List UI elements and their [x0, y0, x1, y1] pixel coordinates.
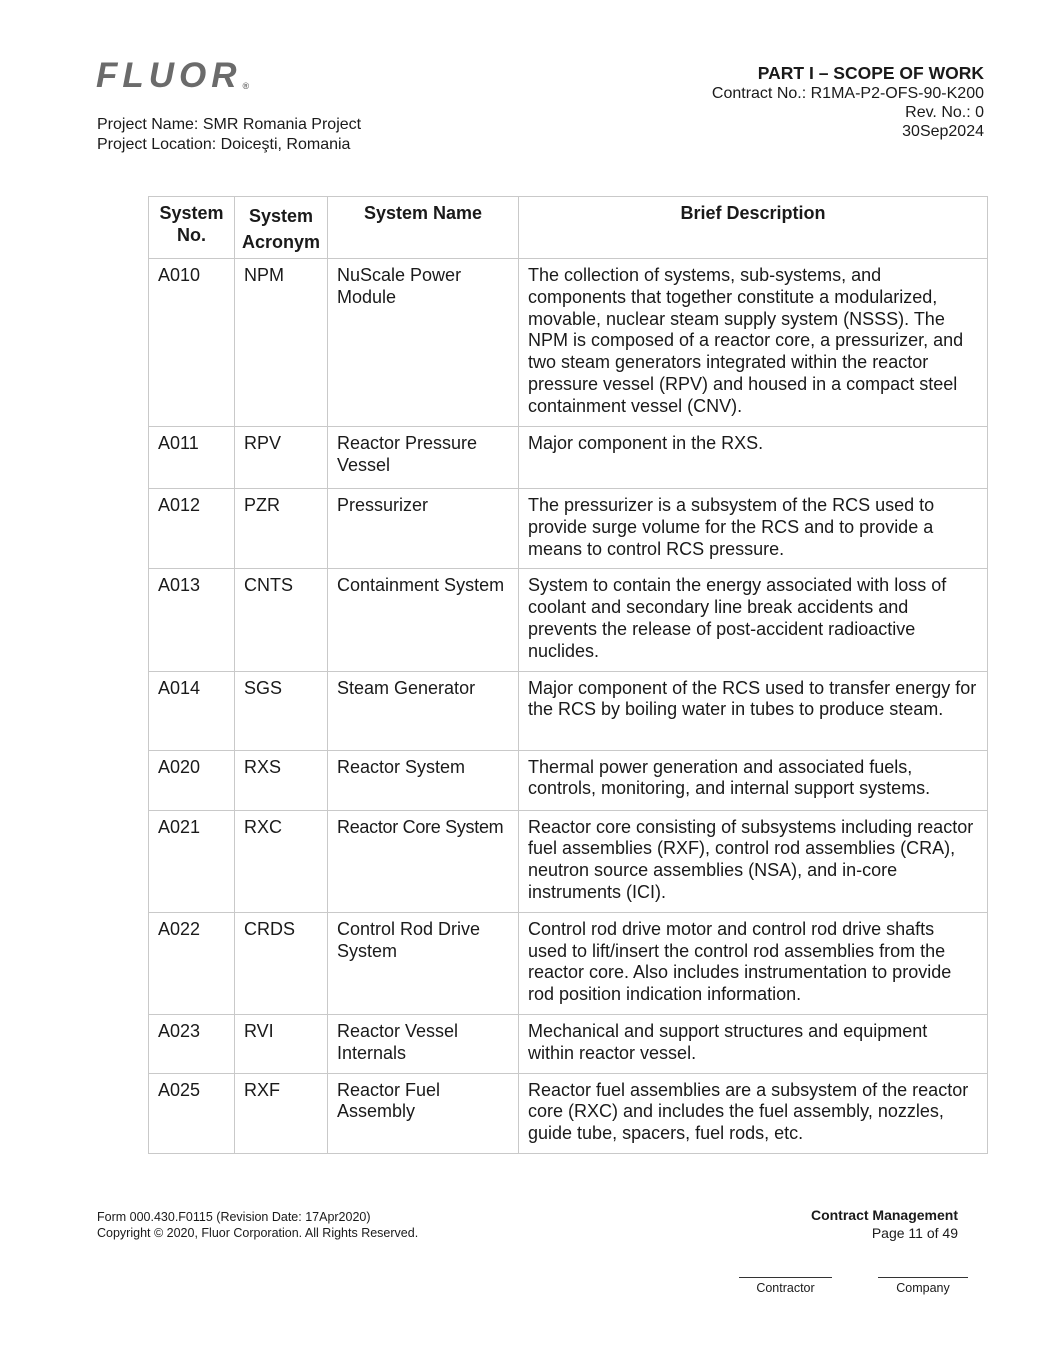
revision-number: Rev. No.: 0: [905, 104, 984, 121]
table-row: [149, 750, 988, 810]
system-no: A012: [149, 489, 235, 569]
system-acronym: RXS: [235, 750, 328, 810]
system-name: NuScale Power Module: [328, 259, 519, 427]
project-location: Project Location: Doiceşti, Romania: [97, 136, 351, 153]
project-name: Project Name: SMR Romania Project: [97, 116, 362, 133]
system-no: A021: [149, 810, 235, 912]
system-description: Reactor core consisting of subsystems including reactor fuel assemblies (RXF), control rod assemblies (CRA), neutron source assemblies (NSA), and in-core instruments (ICI).: [519, 810, 988, 912]
table-row: [149, 259, 988, 427]
document-header: [712, 63, 984, 141]
form-number: Form 000.430.F0115 (Revision Date: 17Apr2020): [97, 1210, 371, 1224]
system-acronym: RXF: [235, 1073, 328, 1153]
system-no: A023: [149, 1014, 235, 1073]
contractor-signature-line: Contractor: [739, 1277, 832, 1295]
copyright: Copyright © 2020, Fluor Corporation. All Rights Reserved.: [97, 1226, 419, 1240]
col-header-system-name: System Name: [328, 197, 519, 259]
system-no: A013: [149, 569, 235, 671]
system-name: Control Rod Drive System: [328, 912, 519, 1014]
page-info: [811, 1206, 958, 1242]
system-acronym: PZR: [235, 489, 328, 569]
system-no: A011: [149, 427, 235, 489]
system-acronym: RVI: [235, 1014, 328, 1073]
table-row: [149, 1073, 988, 1153]
system-acronym: RXC: [235, 810, 328, 912]
section-name: Contract Management: [810, 1207, 958, 1223]
contract-number: Contract No.: R1MA-P2-OFS-90-K200: [711, 85, 984, 102]
system-description: The pressurizer is a subsystem of the RCS used to provide surge volume for the RCS and to provide a means to control RCS pressure.: [519, 489, 988, 569]
system-name: Reactor Pressure Vessel: [328, 427, 519, 489]
system-description: System to contain the energy associated with loss of coolant and secondary line break accidents and prevents the release of post-accident radioactive nuclides.: [519, 569, 988, 671]
system-description: Thermal power generation and associated fuels, controls, monitoring, and internal support systems.: [519, 750, 988, 810]
table-row: [149, 912, 988, 1014]
system-acronym: RPV: [235, 427, 328, 489]
system-no: A022: [149, 912, 235, 1014]
document-date: 30Sep2024: [902, 123, 984, 140]
system-name: Reactor Core System: [328, 810, 519, 912]
system-no: A025: [149, 1073, 235, 1153]
system-acronym: NPM: [235, 259, 328, 427]
system-acronym: SGS: [235, 671, 328, 750]
page-number: Page 11 of 49: [871, 1225, 958, 1241]
system-description: Major component in the RXS.: [519, 427, 988, 489]
system-name: Reactor Fuel Assembly: [328, 1073, 519, 1153]
table-header-row: [149, 197, 988, 259]
col-header-system-acronym: System Acronym: [235, 197, 328, 259]
system-no: A020: [149, 750, 235, 810]
system-description: Control rod drive motor and control rod drive shafts used to lift/insert the control rod assemblies from the reactor core. Also includes instrumentation to provide rod position indication information.: [519, 912, 988, 1014]
systems-table: [148, 196, 988, 1154]
system-description: The collection of systems, sub-systems, and components that together constitute a modularized, movable, nuclear steam supply system (NSSS). The NPM is composed of a reactor core, a pressurizer, and two steam generators integrated within the reactor pressure vessel (RPV) and housed in a compact steel containment vessel (CNV).: [519, 259, 988, 427]
company-signature-line: Company: [878, 1277, 968, 1295]
system-acronym: CNTS: [235, 569, 328, 671]
system-no: A010: [149, 259, 235, 427]
system-acronym: CRDS: [235, 912, 328, 1014]
table-row: [149, 569, 988, 671]
system-name: Reactor Vessel Internals: [328, 1014, 519, 1073]
col-header-brief-description: Brief Description: [519, 197, 988, 259]
system-description: Major component of the RCS used to transfer energy for the RCS by boiling water in tubes to produce steam.: [519, 671, 988, 750]
table-row: [149, 810, 988, 912]
system-description: Reactor fuel assemblies are a subsystem of the reactor core (RXC) and includes the fuel assembly, nozzles, guide tube, spacers, fuel rods, etc.: [519, 1073, 988, 1153]
system-no: A014: [149, 671, 235, 750]
system-name: Reactor System: [328, 750, 519, 810]
system-name: Containment System: [328, 569, 519, 671]
table-row: [149, 1014, 988, 1073]
col-header-system-no: System No.: [149, 197, 235, 259]
project-info: [97, 115, 361, 155]
form-info: [97, 1209, 418, 1241]
system-description: Mechanical and support structures and equipment within reactor vessel.: [519, 1014, 988, 1073]
table-row: [149, 427, 988, 489]
system-name: Pressurizer: [328, 489, 519, 569]
fluor-logo: FLUOR®: [96, 56, 250, 95]
part-title: PART I – SCOPE OF WORK: [757, 63, 984, 83]
registered-mark: ®: [242, 81, 250, 91]
table-row: [149, 671, 988, 750]
system-name: Steam Generator: [328, 671, 519, 750]
table-row: [149, 489, 988, 569]
